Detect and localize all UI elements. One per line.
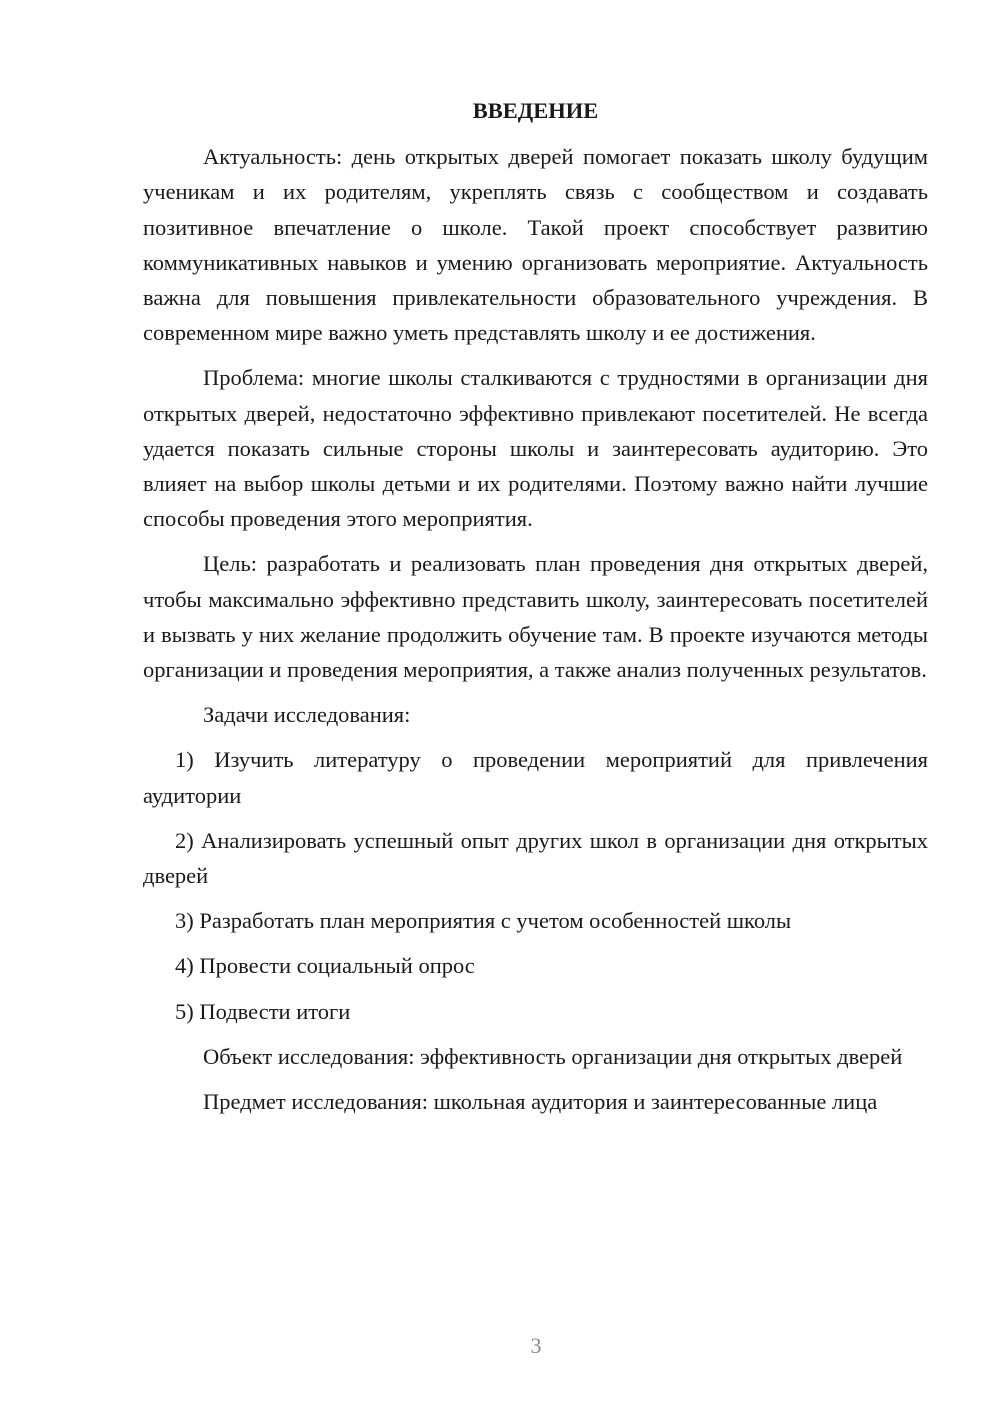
list-item: 3) Разработать план мероприятия с учетом особенностей школы [175,908,792,934]
paragraph-object: Объект исследования: эффективность организации дня открытых дверей [203,1043,903,1069]
list-item: 1) Изучить литературу о проведении мероприятий для привлечения аудитории [143,747,928,808]
paragraph-relevance: Актуальность: день открытых дверей помогает показать школу будущим ученикам и их родителям, укреплять связь с сообществом и создавать позитивное впечатление о школе. Такой проект способствует развитию коммуникативных навыков и умению организовать мероприятие. Актуальность важна для повышения привлекательности образовательного учреждения. В современном мире важно уметь представлять школу и ее достижения. [143,144,928,346]
tasks-heading: Задачи исследования: [203,702,411,728]
page-number: 3 [530,1333,542,1358]
page-title: ВВЕДЕНИЕ [472,98,599,123]
list-item: 2) Анализировать успешный опыт других школ в организации дня открытых дверей [143,827,928,889]
paragraph-subject: Предмет исследования: школьная аудитория и заинтересованные лица [203,1089,878,1115]
list-item: 5) Подвести итоги [175,998,351,1024]
paragraph-problem: Проблема: многие школы сталкиваются с трудностями в организации дня открытых дверей, недостаточно эффективно привлекают посетителей. Не всегда удается показать сильные стороны школы и заинтересовать аудиторию. Это влияет на выбор школы детьми и их родителями. Поэтому важно найти лучшие способы проведения этого мероприятия. [143,365,928,532]
list-item: 4) Провести социальный опрос [175,953,475,979]
paragraph-goal: Цель: разработать и реализовать план проведения дня открытых дверей, чтобы максимально эффективно представить школу, заинтересовать посетителей и вызвать у них желание продолжить обучение там. В проекте изучаются методы организации и проведения мероприятия, а также анализ полученных результатов. [143,551,928,683]
page-content [143,93,928,1129]
